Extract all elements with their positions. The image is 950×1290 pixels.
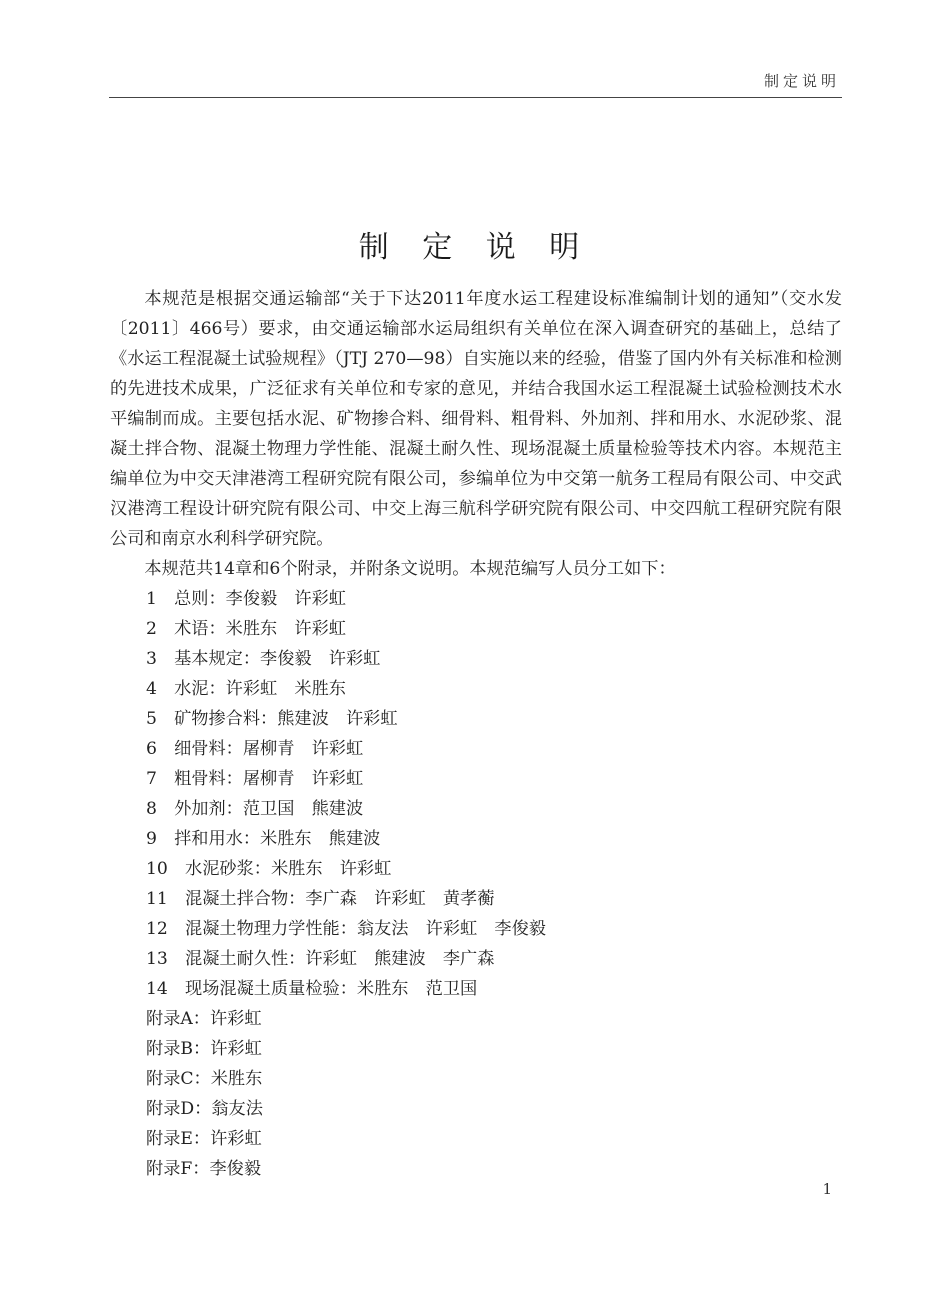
list-item: 附录C：米胜东: [146, 1069, 263, 1089]
running-head: 制定说明: [763, 72, 840, 90]
list-item: 附录D：翁友法: [146, 1099, 263, 1119]
chapters-paragraph: 本规范共14章和6个附录，并附条文说明。本规范编写人员分工如下：: [144, 559, 676, 579]
list-item: 6 细骨料：屠柳青 许彩虹: [146, 739, 364, 759]
list-item: 12 混凝土物理力学性能：翁友法 许彩虹 李俊毅: [146, 919, 546, 939]
list-item: 3 基本规定：李俊毅 许彩虹: [146, 649, 381, 669]
list-item: 附录B：许彩虹: [146, 1039, 262, 1059]
page-number: 1: [822, 1180, 832, 1198]
list-item: 8 外加剂：范卫国 熊建波: [146, 799, 364, 819]
list-item: 13 混凝土耐久性：许彩虹 熊建波 李广森: [146, 949, 495, 969]
header-rule: [109, 97, 842, 98]
list-item: 附录E：许彩虹: [146, 1129, 262, 1149]
page-title: 制 定 说 明: [358, 230, 592, 265]
list-item: 7 粗骨料：屠柳青 许彩虹: [146, 769, 364, 789]
list-item: 附录A：许彩虹: [146, 1009, 262, 1029]
list-item: 5 矿物掺合料：熊建波 许彩虹: [146, 709, 398, 729]
list-item: 10 水泥砂浆：米胜东 许彩虹: [146, 859, 392, 879]
list-item: 11 混凝土拌合物：李广森 许彩虹 黄孝蘅: [146, 889, 495, 909]
list-item: 14 现场混凝土质量检验：米胜东 范卫国: [146, 979, 478, 999]
list-item: 附录F：李俊毅: [146, 1159, 262, 1179]
intro-paragraph: 本规范是根据交通运输部“关于下达2011年度水运工程建设标准编制计划的通知”（交水发〔2011〕466号）要求，由交通运输部水运局组织有关单位在深入调查研究的基础上，总结了《水运工程混凝土试验规程》（JTJ 270—98）自实施以来的经验，借鉴了国内外有关标准和检测的先进技术成果，广泛征求有关单位和专家的意见，并结合我国水运工程混凝土试验检测技术水平编制而成。主要包括水泥、矿物掺合料、细骨料、粗骨料、外加剂、拌和用水、水泥砂浆、混凝土拌合物、混凝土物理力学性能、混凝土耐久性、现场混凝土质量检验等技术内容。本规范主编单位为中交天津港湾工程研究院有限公司，参编单位为中交第一航务工程局有限公司、中交武汉港湾工程设计研究院有限公司、中交上海三航科学研究院有限公司、中交四航工程研究院有限公司和南京水利科学研究院。: [110, 289, 842, 549]
list-item: 2 术语：米胜东 许彩虹: [146, 619, 346, 639]
list-item: 1 总则：李俊毅 许彩虹: [146, 589, 346, 609]
author-assignment-list: [110, 584, 842, 1184]
body-text: [110, 284, 842, 1184]
list-item: 4 水泥：许彩虹 米胜东: [146, 679, 346, 699]
list-item: 9 拌和用水：米胜东 熊建波: [146, 829, 381, 849]
